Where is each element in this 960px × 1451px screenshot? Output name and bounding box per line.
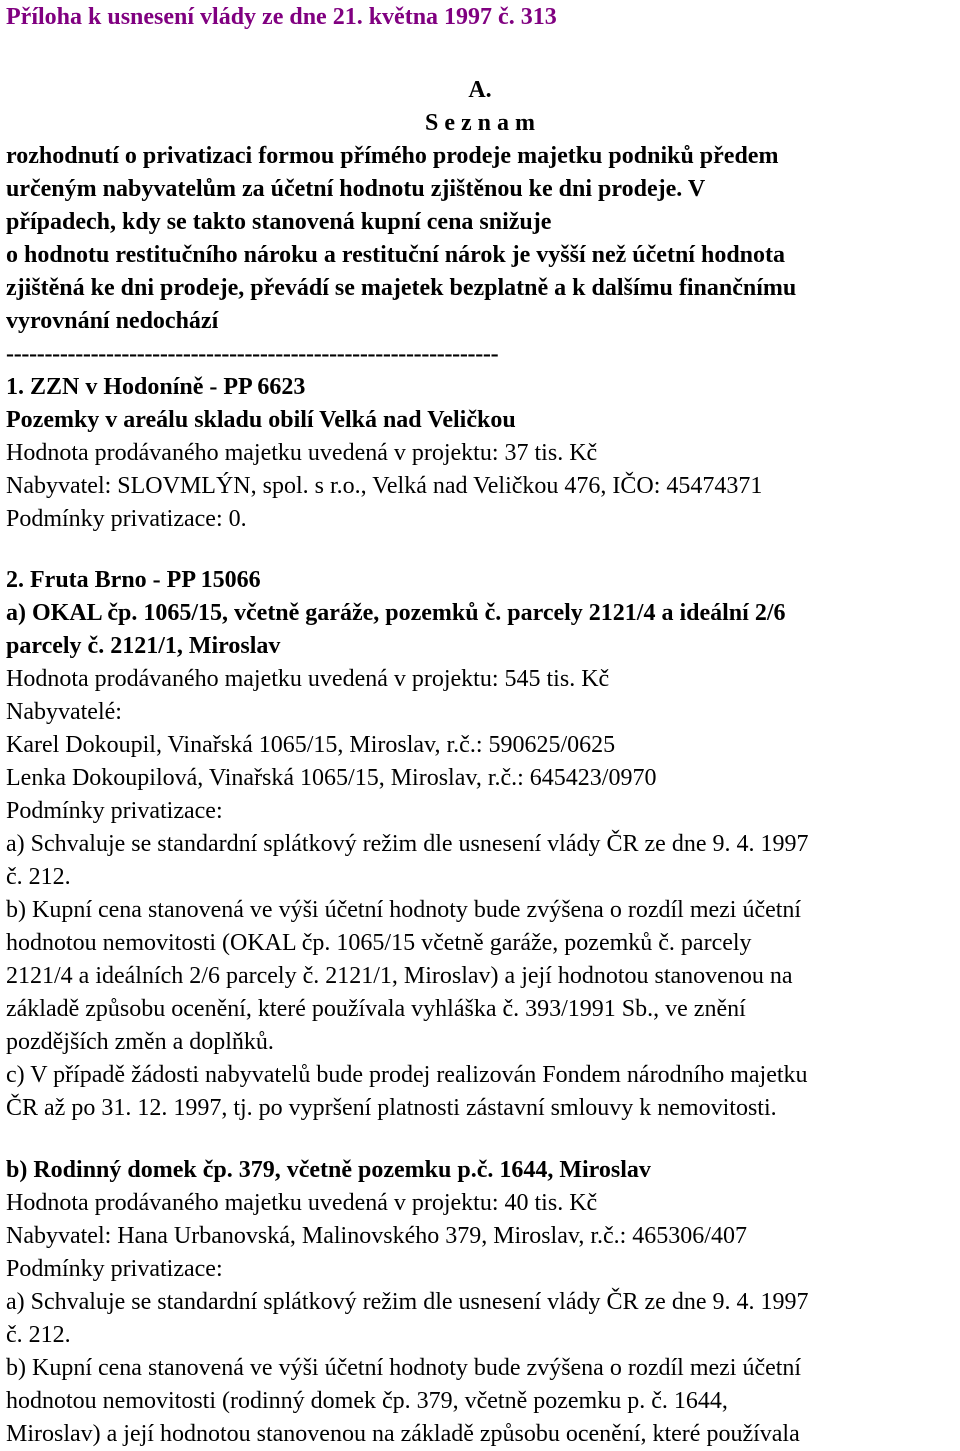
item2b-condition-line: b) Kupní cena stanovená ve výši účetní hodnoty bude zvýšena o rozdíl mezi účetní xyxy=(6,1355,802,1381)
item1-conditions: Podmínky privatizace: 0. xyxy=(6,506,247,532)
item2a-buyer: Lenka Dokoupilová, Vinařská 1065/15, Miroslav, r.č.: 645423/0970 xyxy=(6,765,657,791)
item2a-buyers-label: Nabyvatelé: xyxy=(6,699,122,725)
item2a-condition-line: ČR až po 31. 12. 1997, tj. po vypršení platnosti zástavní smlouvy k nemovitosti. xyxy=(6,1095,777,1121)
item1-heading: 1. ZZN v Hodoníně - PP 6623 xyxy=(6,374,306,400)
item1-value: Hodnota prodávaného majetku uvedená v projektu: 37 tis. Kč xyxy=(6,440,598,466)
item2b-conditions-label: Podmínky privatizace: xyxy=(6,1256,223,1282)
item1-buyer: Nabyvatel: SLOVMLÝN, spol. s r.o., Velká nad Veličkou 476, IČO: 45474371 xyxy=(6,473,763,499)
spacer xyxy=(6,536,958,564)
item2b-subject: b) Rodinný domek čp. 379, včetně pozemku p.č. 1644, Miroslav xyxy=(6,1157,651,1183)
item2-heading: 2. Fruta Brno - PP 15066 xyxy=(6,567,261,593)
item2a-value: Hodnota prodávaného majetku uvedená v projektu: 545 tis. Kč xyxy=(6,666,610,692)
item2a-condition-line: c) V případě žádosti nabyvatelů bude prodej realizován Fondem národního majetku xyxy=(6,1062,808,1088)
item2a-condition-line: a) Schvaluje se standardní splátkový režim dle usnesení vlády ČR ze dne 9. 4. 1997 xyxy=(6,831,809,857)
intro-line: o hodnotu restitučního nároku a restituční nárok je vyšší než účetní hodnota xyxy=(6,242,786,268)
item2b-condition-line: č. 212. xyxy=(6,1322,71,1348)
intro-line: zjištěná ke dni prodeje, převádí se majetek bezplatně a k dalšímu finančnímu xyxy=(6,275,797,301)
item2a-condition-line: 2121/4 a ideálních 2/6 parcely č. 2121/1, Miroslav) a její hodnotou stanovenou na xyxy=(6,963,793,989)
document-page xyxy=(6,0,958,1451)
list-heading: S e z n a m xyxy=(425,110,535,136)
item2a-subject-line: a) OKAL čp. 1065/15, včetně garáže, pozemků č. parcely 2121/4 a ideální 2/6 xyxy=(6,600,786,626)
intro-line: rozhodnutí o privatizaci formou přímého prodeje majetku podniků předem xyxy=(6,143,779,169)
document-title: Příloha k usnesení vlády ze dne 21. května 1997 č. 313 xyxy=(6,4,557,30)
item2a-condition-line: základě způsobu ocenění, které používala vyhláška č. 393/1991 Sb., ve znění xyxy=(6,996,746,1022)
item2a-conditions-label: Podmínky privatizace: xyxy=(6,798,223,824)
intro-line: vyrovnání nedochází xyxy=(6,308,219,334)
separator-line: ---------------------------------------------------------------- xyxy=(6,341,499,367)
item2a-condition-line: pozdějších změn a doplňků. xyxy=(6,1029,274,1055)
item2b-condition-line: a) Schvaluje se standardní splátkový režim dle usnesení vlády ČR ze dne 9. 4. 1997 xyxy=(6,1289,809,1315)
item2b-value: Hodnota prodávaného majetku uvedená v projektu: 40 tis. Kč xyxy=(6,1190,598,1216)
item2b-condition-line: hodnotou nemovitosti (rodinný domek čp. 379, včetně pozemku p. č. 1644, xyxy=(6,1388,728,1414)
section-label: A. xyxy=(468,77,492,103)
item2b-condition-line: Miroslav) a její hodnotou stanovenou na základě způsobu ocenění, které používala xyxy=(6,1421,800,1447)
item2a-condition-line: hodnotou nemovitosti (OKAL čp. 1065/15 včetně garáže, pozemků č. parcely xyxy=(6,930,752,956)
intro-line: případech, kdy se takto stanovená kupní cena snižuje xyxy=(6,209,552,235)
item2a-buyer: Karel Dokoupil, Vinařská 1065/15, Miroslav, r.č.: 590625/0625 xyxy=(6,732,616,758)
intro-line: určeným nabyvatelům za účetní hodnotu zjištěnou ke dni prodeje. V xyxy=(6,176,706,202)
item2a-condition-line: b) Kupní cena stanovená ve výši účetní hodnoty bude zvýšena o rozdíl mezi účetní xyxy=(6,897,802,923)
item1-subject: Pozemky v areálu skladu obilí Velká nad Veličkou xyxy=(6,407,516,433)
spacer xyxy=(6,34,958,74)
item2a-condition-line: č. 212. xyxy=(6,864,71,890)
item2b-buyer: Nabyvatel: Hana Urbanovská, Malinovského 379, Miroslav, r.č.: 465306/407 xyxy=(6,1223,747,1249)
spacer xyxy=(6,1125,958,1154)
item2a-subject-line: parcely č. 2121/1, Miroslav xyxy=(6,633,281,659)
